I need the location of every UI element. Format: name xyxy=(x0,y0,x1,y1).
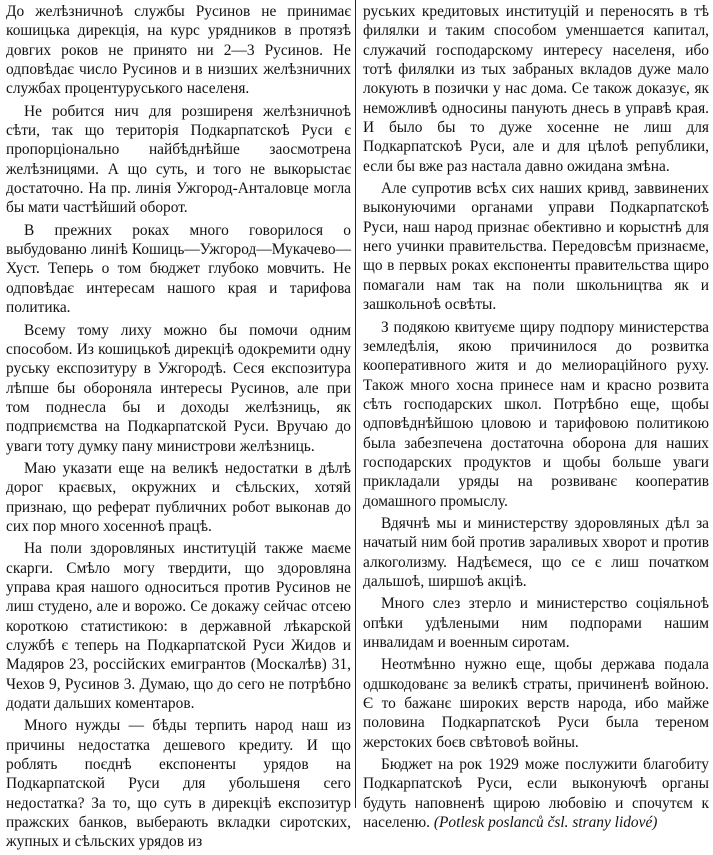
paragraph: Не робится нич для розширеня желѣзничноѣ сѣти, так що територія Подкарпатскоѣ Руси є пропорціонально найбѣднѣйше заосмотрена желѣзницями. А що суть, и того не выкорыстає достаточно. На пр. линія Ужгород-Анталовце могла бы мати частѣйший оборот. xyxy=(6,102,351,217)
left-column xyxy=(6,2,351,855)
paragraph: Всему тому лиху можно бы помочи одним способом. Из кошицькоѣ дирекціѣ одокремити одну руську експозитуру в Ужгородѣ. Сеся експозитура лѣпше бы обороняла интересы Русинов, але при том поднесла бы и доходы желѣзниць, як подприємства на Подкарпатской Руси. Вручаю до уваги тоту думку пану министрови желѣзниць. xyxy=(6,321,351,455)
paragraph: В прежних роках много говорилося о выбудованю линіѣ Кошиць—Ужгород—Мукачево—Хуст. Теперь о том бюджет глубоко мовчить. Не одповѣдає интересам нашого края и тарифова политика. xyxy=(6,221,351,317)
right-column xyxy=(363,2,709,835)
paragraph: До желѣзничноѣ службы Русинов не принимає кошицька дирекція, на курс урядников в протязѣ довгих роков не принято ни 2—3 Русинов. Не одповѣдає число Русинов и в низших желѣзничних службах процентуруського населеня. xyxy=(6,3,351,98)
paragraph: Але супротив всѣх сих наших кривд, заввинених выконуючими органами управи Подкарпатскоѣ Руси, наш народ признає обективно и корыстнѣ для него учинки правительства. Передовсѣм признаєме, що в первых роках експоненты правительства щиро помагали нам так на поли школьництва як и зашкольноѣ освѣты. xyxy=(363,180,709,314)
paragraph: Много слез зтерло и министерство соціяльноѣ опѣки удѣлеными ним подпорами нашим инвалидам и военным сиротам. xyxy=(363,595,709,651)
paragraph: Маю указати еще на великѣ недостатки в дѣлѣ дорог краєвых, окружних и сѣльских, хотяй признаю, що реферат публичних робот выконав до сих пор много хосенноѣ працѣ. xyxy=(6,459,351,535)
column-divider xyxy=(355,0,356,808)
final-paragraph-text: Бюджет на рок 1929 може послужити благобиту Подкарпатскоѣ Руси, если выконуючѣ органы будуть наповненѣ щирою любовію и спочутєм к населеню. xyxy=(363,756,709,832)
paragraph: Неотмѣнно нужно еще, щобы держава подала одшкодованє за великѣ страты, причиненѣ войною. Є то бажанє широких верств народа, ибо майже половина Подкарпатскоѣ Руси была тереном жерстоких боєв свѣтовоѣ войны. xyxy=(363,656,709,751)
applause-note: (Potlesk poslanců čsl. strany lidové) xyxy=(433,814,658,832)
paragraph: На поли здоровляных институцій также маєме скарги. Смѣло могу твердити, що здоровляна управа края нашого односиться против Русинов не лиш студено, але и ворожо. Се докажу сейчас отсею короткою статистикою: в державной лѣкарской службѣ є теперь на Подкарпатской Руси Жидов и Мадяров 23, россійских емигрантов (Москалѣв) 31, Чехов 9, Русинов 3. Думаю, що до сего не потрѣбно додати дальших коментаров. xyxy=(6,540,351,713)
paragraph: руських кредитовых институцій и переносять в тѣ филялки и таким способом уменшается капитал, служачий господарскому интересу населеня, ибо тотѣ филялки из тых забраных вкладов дуже мало локують в позички у нас дома. Се також доказує, як неможливѣ односины панують днесь в управѣ края. И было бы то дуже хосенне не лиш для Подкарпатскоѣ Руси, але и для цѣлоѣ републики, если бы вже раз настала давно ожидана змѣна. xyxy=(363,3,709,175)
paragraph: Много нужды — бѣды терпить народ наш из причины недостатка дешевого кредиту. И що роблять поєднѣ експоненты урядов на Подкарпатской Руси для убольшеня сего недостатка? За то, що суть в дирекціѣ експозитур пражских банков, выберають вкладки сиротских, жупных и сѣльских урядов из xyxy=(6,717,351,851)
paragraph: Вдячнѣ мы и министерству здоровляных дѣл за начатый ним бой против зараливых хворот и против алкоголизму. Надѣємеся, що се є лиш початком дальшоѣ, ширшоѣ акціѣ. xyxy=(363,514,709,590)
paragraph: З подякою квитуєме щиру подпору министерства земледѣлія, якою причинилося до розвитка кооперативного житя и до мелиораційного руху. Також много хосна принесе нам и красно розвита сѣть господарских школ. Потрѣбно еще, щобы одповѣднѣйшою цловою и тарифовою политикою была забезпечена достаточна оборона для наших господарских продуктов и щобы больше уваги прикладали уряды на розвиванє кооператив домашного промыслу. xyxy=(363,318,709,510)
final-paragraph xyxy=(363,755,709,832)
